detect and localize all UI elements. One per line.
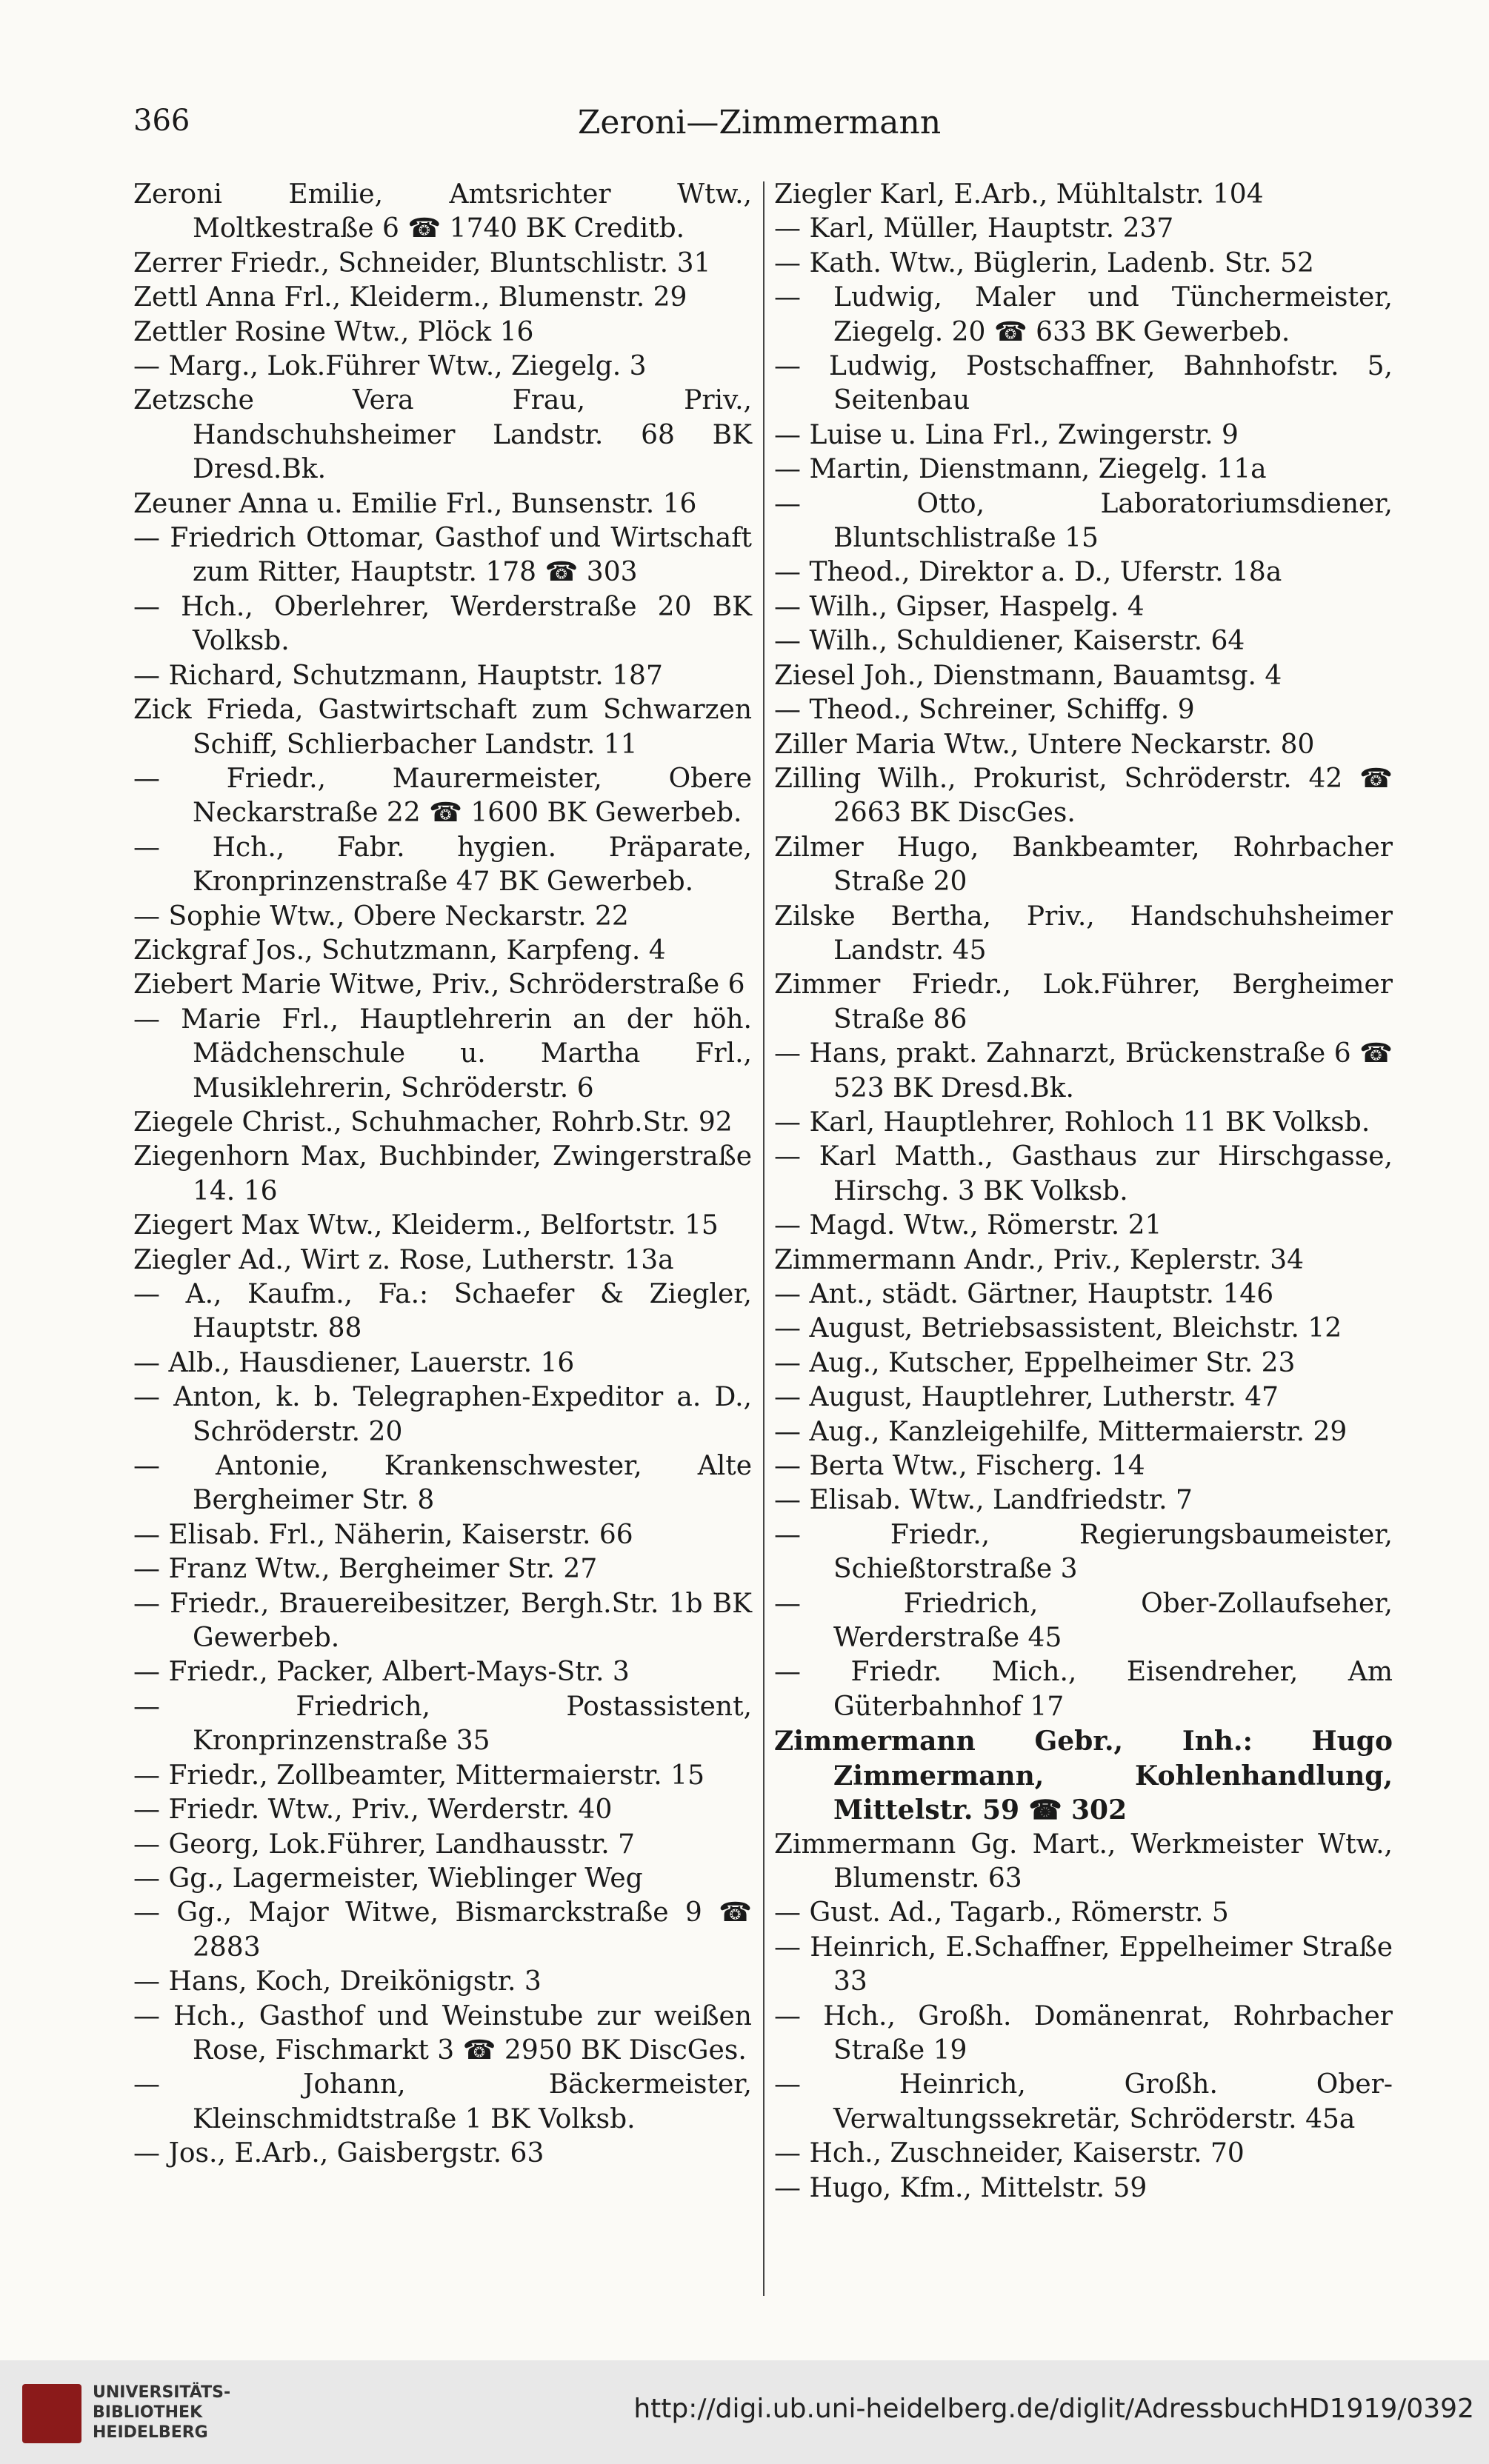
footer-bar xyxy=(0,2360,1489,2464)
directory-entry: Ziegele Christ., Schuhmacher, Rohrb.Str. 92 xyxy=(133,1106,733,1138)
directory-entry: — Hch., Oberlehrer, Werderstraße 20 BK Volksb. xyxy=(133,591,752,657)
directory-entry: — Jos., E.Arb., Gaisbergstr. 63 xyxy=(133,2138,544,2169)
directory-entry: — Friedrich Ottomar, Gasthof und Wirtschaft zum Ritter, Hauptstr. 178 ☎ 303 xyxy=(133,523,752,588)
directory-entry: — Otto, Laboratoriumsdiener, Bluntschlistraße 15 xyxy=(774,488,1393,554)
source-url-link[interactable]: http://digi.ub.uni-heidelberg.de/diglit/AdressbuchHD1919/0392 xyxy=(633,2394,1474,2424)
directory-entry: Zimmermann Gg. Mart., Werkmeister Wtw., Blumenstr. 63 xyxy=(774,1829,1393,1894)
right-column xyxy=(774,178,1393,2206)
directory-entry: — Friedr. Mich., Eisendreher, Am Güterbahnhof 17 xyxy=(774,1657,1393,1722)
running-head: Zeroni—Zimmermann xyxy=(577,104,942,141)
directory-entry: — Magd. Wtw., Römerstr. 21 xyxy=(774,1210,1162,1241)
directory-entry: — Hans, Koch, Dreikönigstr. 3 xyxy=(133,1966,542,1997)
directory-entry: Zetzsche Vera Frau, Priv., Handschuhsheimer Landstr. 68 BK Dresd.Bk. xyxy=(133,385,752,485)
directory-entry: Ziesel Joh., Dienstmann, Bauamtsg. 4 xyxy=(774,660,1282,691)
directory-entry: Ziegler Ad., Wirt z. Rose, Lutherstr. 13a xyxy=(133,1244,674,1275)
directory-entry: — Richard, Schutzmann, Hauptstr. 187 xyxy=(133,660,663,691)
directory-entry: — Sophie Wtw., Obere Neckarstr. 22 xyxy=(133,901,629,932)
directory-entry: — Wilh., Schuldiener, Kaiserstr. 64 xyxy=(774,626,1245,657)
directory-entry: — Hans, prakt. Zahnarzt, Brückenstraße 6 ☎ 523 BK Dresd.Bk. xyxy=(774,1038,1393,1104)
directory-entry: — Georg, Lok.Führer, Landhausstr. 7 xyxy=(133,1829,636,1860)
directory-entry: — Hch., Fabr. hygien. Präparate, Kronprinzenstraße 47 BK Gewerbeb. xyxy=(133,832,752,898)
directory-entry: Ziegler Karl, E.Arb., Mühltalstr. 104 xyxy=(774,179,1264,210)
directory-entry: — Hch., Gasthof und Weinstube zur weißen Rose, Fischmarkt 3 ☎ 2950 BK DiscGes. xyxy=(133,2000,752,2066)
library-name-line: HEIDELBERG xyxy=(93,2423,208,2442)
directory-entry: — Aug., Kutscher, Eppelheimer Str. 23 xyxy=(774,1347,1296,1378)
directory-entry: Ziegert Max Wtw., Kleiderm., Belfortstr. 15 xyxy=(133,1210,719,1241)
directory-entry: — Friedr. Wtw., Priv., Werderstr. 40 xyxy=(133,1794,613,1826)
directory-entry: — Hch., Großh. Domänenrat, Rohrbacher Straße 19 xyxy=(774,2000,1393,2066)
directory-entry: — Friedr., Packer, Albert-Mays-Str. 3 xyxy=(133,1657,630,1688)
directory-entry: Zimmer Friedr., Lok.Führer, Bergheimer Straße 86 xyxy=(774,969,1393,1035)
directory-entry: — Heinrich, Großh. Ober-Verwaltungssekretär, Schröderstr. 45a xyxy=(774,2069,1393,2134)
directory-entry: — Heinrich, E.Schaffner, Eppelheimer Straße 33 xyxy=(774,1932,1393,1997)
directory-entry: — Elisab. Frl., Näherin, Kaiserstr. 66 xyxy=(133,1519,633,1550)
directory-entry: — Aug., Kanzleigehilfe, Mittermaierstr. 29 xyxy=(774,1416,1348,1447)
directory-entry: — Marie Frl., Hauptlehrerin an der höh. Mädchenschule u. Martha Frl., Musiklehrerin, Schröderstr. 6 xyxy=(133,1004,752,1104)
directory-entry: — Karl, Hauptlehrer, Rohloch 11 BK Volksb. xyxy=(774,1106,1370,1138)
directory-entry: Zickgraf Jos., Schutzmann, Karpfeng. 4 xyxy=(133,935,666,966)
directory-entry: — Hugo, Kfm., Mittelstr. 59 xyxy=(774,2172,1147,2203)
library-name xyxy=(93,2383,230,2443)
directory-entry: Zilmer Hugo, Bankbeamter, Rohrbacher Straße 20 xyxy=(774,832,1393,898)
directory-entry: — Theod., Schreiner, Schiffg. 9 xyxy=(774,695,1195,726)
directory-entry: — Gust. Ad., Tagarb., Römerstr. 5 xyxy=(774,1897,1229,1929)
page-header xyxy=(133,104,1385,148)
directory-entry: — Gg., Lagermeister, Wieblinger Weg xyxy=(133,1863,643,1894)
directory-entry: — Elisab. Wtw., Landfriedstr. 7 xyxy=(774,1485,1193,1516)
directory-entry: — Martin, Dienstmann, Ziegelg. 11a xyxy=(774,454,1267,485)
directory-entry: — Friedrich, Postassistent, Kronprinzenstraße 35 xyxy=(133,1691,752,1757)
directory-entry: — Friedrich, Ober-Zollaufseher, Werderstraße 45 xyxy=(774,1588,1393,1654)
directory-entry: — Marg., Lok.Führer Wtw., Ziegelg. 3 xyxy=(133,351,647,382)
directory-entry: — Friedr., Maurermeister, Obere Neckarstraße 22 ☎ 1600 BK Gewerbeb. xyxy=(133,763,752,829)
directory-entry: — Hch., Zuschneider, Kaiserstr. 70 xyxy=(774,2138,1245,2169)
directory-entry: — Ludwig, Maler und Tünchermeister, Ziegelg. 20 ☎ 633 BK Gewerbeb. xyxy=(774,282,1393,347)
directory-entry: Ziller Maria Wtw., Untere Neckarstr. 80 xyxy=(774,729,1315,760)
directory-entry: Ziebert Marie Witwe, Priv., Schröderstraße 6 xyxy=(133,969,745,1001)
directory-entry: — Antonie, Krankenschwester, Alte Bergheimer Str. 8 xyxy=(133,1451,752,1516)
directory-entry: — Friedr., Zollbeamter, Mittermaierstr. 15 xyxy=(133,1760,704,1791)
page-number: 366 xyxy=(133,104,190,138)
directory-entry: Zilling Wilh., Prokurist, Schröderstr. 42 ☎ 2663 BK DiscGes. xyxy=(774,763,1393,829)
library-name-line: UNIVERSITÄTS- xyxy=(93,2383,231,2402)
directory-entry: — Friedr., Brauereibesitzer, Bergh.Str. 1b BK Gewerbeb. xyxy=(133,1588,752,1654)
directory-entry: Zerrer Friedr., Schneider, Bluntschlistr. 31 xyxy=(133,247,711,278)
directory-entry: Zimmermann Gebr., Inh.: Hugo Zimmermann, Kohlenhandlung, Mittelstr. 59 ☎ 302 xyxy=(774,1726,1393,1826)
directory-entry: — Karl, Müller, Hauptstr. 237 xyxy=(774,213,1174,244)
directory-entry: — Ludwig, Postschaffner, Bahnhofstr. 5, Seitenbau xyxy=(774,351,1393,416)
directory-entry: Zeroni Emilie, Amtsrichter Wtw., Moltkestraße 6 ☎ 1740 BK Creditb. xyxy=(133,179,752,244)
directory-entry: — Johann, Bäckermeister, Kleinschmidtstraße 1 BK Volksb. xyxy=(133,2069,752,2134)
directory-entry: — Berta Wtw., Fischerg. 14 xyxy=(774,1451,1145,1482)
directory-entry: — Karl Matth., Gasthaus zur Hirschgasse, Hirschg. 3 BK Volksb. xyxy=(774,1141,1393,1206)
directory-entry: Zimmermann Andr., Priv., Keplerstr. 34 xyxy=(774,1244,1305,1275)
directory-entry: Zick Frieda, Gastwirtschaft zum Schwarzen Schiff, Schlierbacher Landstr. 11 xyxy=(133,695,752,760)
directory-entry: — August, Hauptlehrer, Lutherstr. 47 xyxy=(774,1382,1279,1413)
directory-entry: Zilske Bertha, Priv., Handschuhsheimer Landstr. 45 xyxy=(774,901,1393,966)
directory-entry: — Luise u. Lina Frl., Zwingerstr. 9 xyxy=(774,419,1239,450)
directory-entry: — A., Kaufm., Fa.: Schaefer & Ziegler, Hauptstr. 88 xyxy=(133,1279,752,1344)
directory-entry: — Anton, k. b. Telegraphen-Expeditor a. D., Schröderstr. 20 xyxy=(133,1382,752,1447)
directory-entry: — Kath. Wtw., Büglerin, Ladenb. Str. 52 xyxy=(774,247,1314,278)
directory-entry: Zettler Rosine Wtw., Plöck 16 xyxy=(133,316,534,347)
left-column xyxy=(133,178,752,2171)
library-logo-icon xyxy=(22,2384,81,2443)
directory-entry: — Theod., Direktor a. D., Uferstr. 18a xyxy=(774,557,1282,588)
directory-entry: — Alb., Hausdiener, Lauerstr. 16 xyxy=(133,1347,575,1378)
directory-entry: — August, Betriebsassistent, Bleichstr. 12 xyxy=(774,1313,1342,1344)
directory-entry: — Ant., städt. Gärtner, Hauptstr. 146 xyxy=(774,1279,1274,1309)
directory-entry: Zettl Anna Frl., Kleiderm., Blumenstr. 29 xyxy=(133,282,687,313)
directory-entry: — Franz Wtw., Bergheimer Str. 27 xyxy=(133,1554,598,1585)
directory-entry: — Gg., Major Witwe, Bismarckstraße 9 ☎ 2883 xyxy=(133,1897,752,1963)
directory-entry: — Wilh., Gipser, Haspelg. 4 xyxy=(774,591,1145,622)
directory-entry: — Friedr., Regierungsbaumeister, Schießtorstraße 3 xyxy=(774,1519,1393,1585)
directory-entry: Zeuner Anna u. Emilie Frl., Bunsenstr. 16 xyxy=(133,488,697,519)
column-divider xyxy=(763,181,765,2296)
directory-entry: Ziegenhorn Max, Buchbinder, Zwingerstraße 14. 16 xyxy=(133,1141,752,1206)
library-name-line: BIBLIOTHEK xyxy=(93,2403,203,2422)
